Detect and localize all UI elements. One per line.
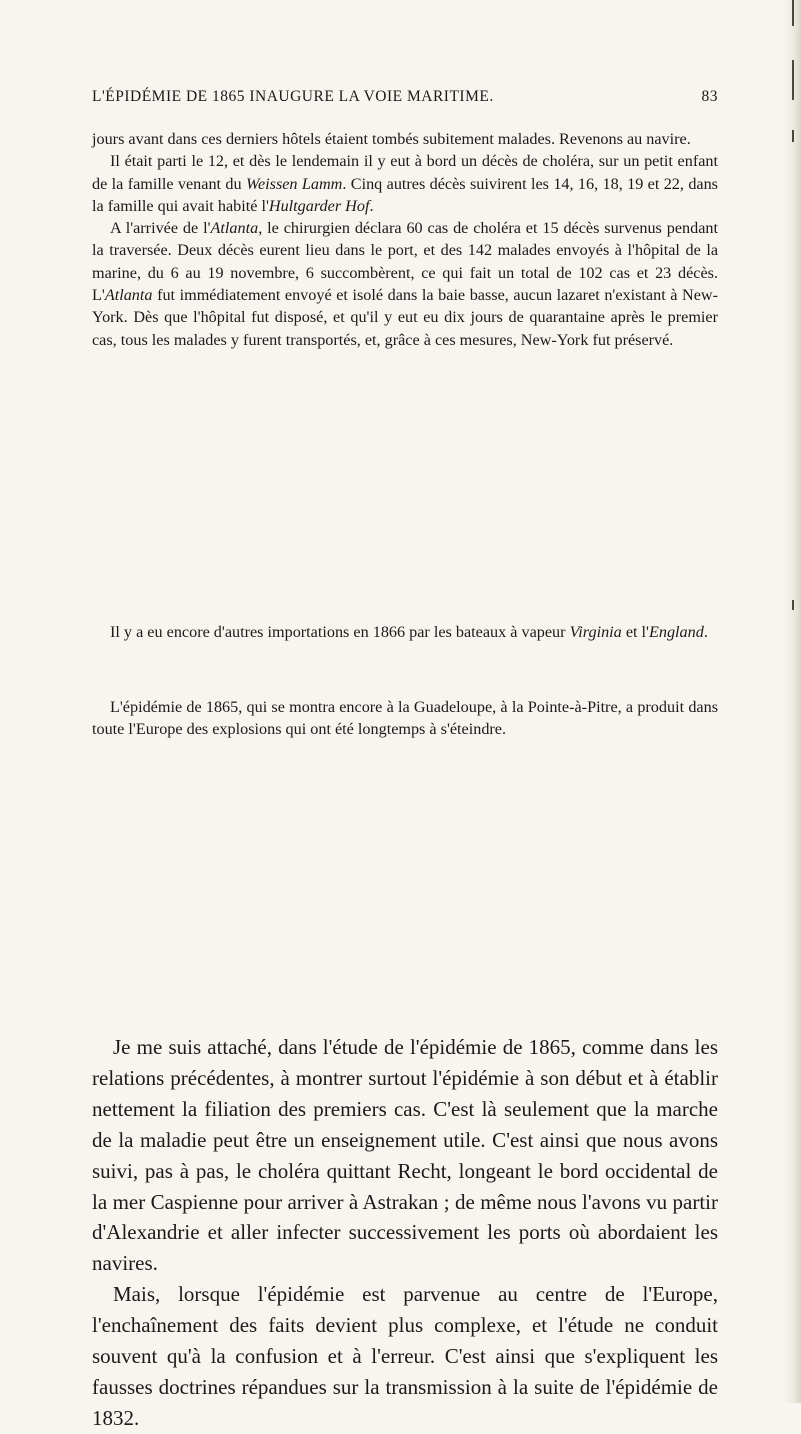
page-edge-shadow (783, 0, 801, 1403)
paragraph-guadeloupe: L'épidémie de 1865, qui se montra encore à la Guadeloupe, à la Pointe-à-Pitre, a produit dans toute l'Europe des explosions qui ont été longtemps à s'éteindre. (92, 698, 718, 739)
edge-mark (792, 0, 794, 26)
ship-name: Atlanta (210, 219, 259, 238)
paragraph-conclusion-1: Je me suis attaché, dans l'étude de l'épidémie de 1865, comme dans les relations précédentes, à montrer surtout l'épidémie à son début et à établir nettement la filiation des premiers cas. C'est là seulement que la marche de la maladie peut être un enseignement utile. C'est ainsi que nous avons suivi, pas à pas, le choléra quittant Recht, longeant le bord occidental de la mer Caspienne pour arriver à Astrakan ; de même nous l'avons vu partir d'Alexandrie et aller infecter successivement les ports où abordaient les navires. (92, 1035, 718, 1276)
paragraph-importations (92, 621, 718, 643)
text-run: et l' (621, 623, 649, 641)
text-run: A l'arrivée de l' (110, 219, 211, 238)
ship-name: Virginia (569, 623, 622, 641)
text-run: Il était parti le 12, et dès le lendemain il y eut à bord un décès de choléra, sur un petit enfant de la famille venant du (92, 152, 718, 193)
ship-name: England (648, 623, 704, 641)
edge-mark (792, 600, 794, 610)
running-title: L'ÉPIDÉMIE DE 1865 INAUGURE LA VOIE MARITIME. (92, 88, 494, 105)
hotel-name: Hultgarder Hof (268, 196, 370, 215)
edge-mark (792, 60, 794, 100)
paragraph-conclusion-2: Mais, lorsque l'épidémie est parvenue au centre de l'Europe, l'enchaînement des faits devient plus complexe, et l'étude ne conduit souvent qu'à la confusion et à l'erreur. C'est ainsi que s'expliquent les fausses doctrines répandues sur la transmission à la suite de l'épidémie de 1832. (92, 1282, 718, 1430)
large-text-block (92, 1032, 718, 1434)
paragraph-departure (92, 150, 718, 217)
small-text-block-2 (92, 621, 718, 643)
paragraph-continuation: jours avant dans ces derniers hôtels étaient tombés subitement malades. Revenons au navire. (92, 130, 691, 148)
ship-name: Atlanta (104, 286, 153, 305)
small-text-block-1 (92, 128, 718, 351)
text-run: fut immédiatement envoyé et isolé dans la baie basse, aucun lazaret n'existant à New-York. Dès que l'hôpital fut disposé, et qu'il y eut eu dix jours de quarantaine après le premier cas, tous les malades y furent transportés, et, grâce à ces mesures, New-York fut préservé. (92, 286, 718, 349)
paragraph-arrival (92, 217, 718, 351)
text-run: . Cinq autres décès suivirent les 14, 16, 18, 19 et 22, dans la famille qui avait habité l' (92, 174, 718, 215)
page-number: 83 (701, 88, 718, 105)
ship-family-name: Weissen Lamm (245, 174, 343, 193)
text-run: . (369, 196, 374, 215)
text-run: . (703, 623, 708, 641)
text-run: , le chirurgien déclara 60 cas de choléra et 15 décès survenus pendant la traversée. Deux décès eurent lieu dans le port, et des 142 malades envoyés à l'hôpital de la marine, du 6 au 19 novembre, 6 succombèrent, ce qui fait un total de 102 cas et 23 décès. L' (92, 219, 718, 305)
text-run: Il y a eu encore d'autres importations en 1866 par les bateaux à vapeur (110, 623, 570, 641)
edge-mark (792, 130, 794, 142)
small-text-block-3 (92, 696, 718, 741)
